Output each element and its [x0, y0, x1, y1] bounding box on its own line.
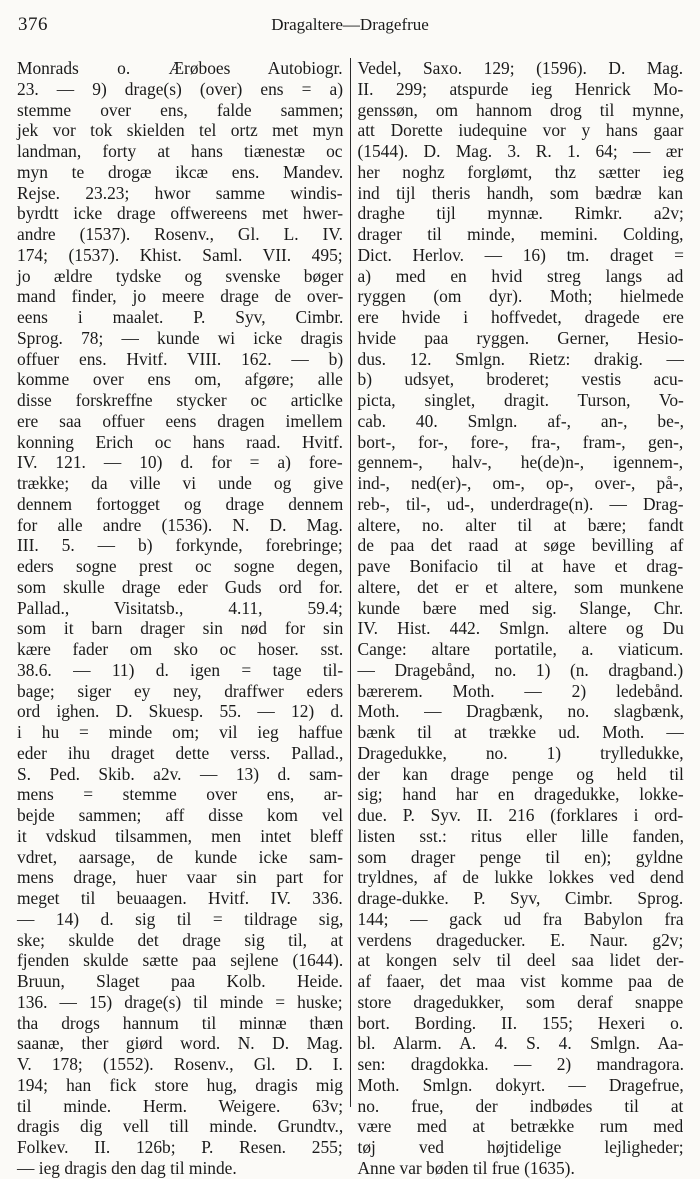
text-line: som drager penge til en); gyldne: [357, 846, 684, 867]
text-line: ord ighen. D. Skuesp. 55. — 12) d.: [17, 701, 344, 722]
running-head: Dragaltere—Dragefrue: [271, 15, 429, 34]
text-line: som it barn drager sin nød for sin: [17, 618, 344, 639]
text-line: att Dorette iudequine vor y hans gaar: [357, 120, 684, 141]
text-line: bl. Alarm. A. 4. S. 4. Smlgn. Aa-: [357, 1033, 684, 1054]
text-line: mand finder, jo meere drage de over-: [17, 286, 344, 307]
text-line: bage; siger ey ney, draffwer eders: [17, 680, 344, 701]
right-column: [351, 58, 684, 1178]
text-line: de paa det raad at søge bevilling af: [357, 535, 684, 556]
text-line: 144; — gack ud fra Babylon fra: [357, 908, 684, 929]
text-line: store dragedukker, som deraf snappe: [357, 991, 684, 1012]
text-line: verdens drageducker. E. Naur. g2v;: [357, 929, 684, 950]
text-line: ske; skulde det drage sig til, at: [17, 929, 344, 950]
text-line: genssøn, om hannom drog til mynne,: [357, 99, 684, 120]
text-line: listen sst.: ritus eller lille fanden,: [357, 825, 684, 846]
text-line: som skulle drage eder Guds ord for.: [17, 576, 343, 597]
text-line: tryldnes, af de lukke lokkes ved dend: [357, 867, 684, 888]
text-line: S. Ped. Skib. a2v. — 13) d. sam-: [17, 763, 343, 784]
text-line: ind-, ned(er)-, om-, op-, over-, på-,: [357, 473, 684, 493]
text-line: tøj ved højtidelige lejligheder;: [357, 1137, 684, 1157]
text-line: disse forskreffne stycker oc articlke: [17, 390, 343, 410]
text-line: 174; (1537). Khist. Saml. VII. 495;: [17, 244, 343, 265]
text-line: Moth. Smlgn. dokyrt. — Dragefrue,: [357, 1074, 684, 1095]
text-line: jek vor tok skielden tel ortz met myn: [17, 120, 344, 141]
text-line: draghe tijl mynnæ. Rimkr. a2v;: [357, 203, 684, 224]
text-line: Bruun, Slaget paa Kolb. Heide.: [17, 971, 343, 991]
page-number: 376: [18, 14, 48, 35]
text-line: Sprog. 78; — kunde wi icke dragis: [17, 327, 343, 348]
text-line: hvide paa ryggen. Gerner, Hesio-: [357, 327, 684, 348]
text-line: tha drogs hannum til minnæ thæn: [17, 1012, 344, 1033]
text-line: V. 178; (1552). Rosenv., Gl. D. I.: [17, 1054, 343, 1074]
text-line: mens drage, huer vaar sin part for: [17, 867, 344, 888]
text-line: 194; han fick store hug, dragis mig: [17, 1074, 343, 1095]
text-line: bejde sammen; aff disse kom vel: [17, 805, 344, 825]
text-line: at kongen selv til deel saa lidet der-: [357, 950, 684, 971]
text-line: eens i maalet. P. Syv, Cimbr.: [17, 307, 344, 327]
text-line: — ieg dragis den dag til minde.: [17, 1157, 237, 1178]
text-line: Vedel, Saxo. 129; (1596). D. Mag.: [357, 58, 684, 78]
text-line: offuer ens. Hvitf. VIII. 162. — b): [17, 348, 344, 369]
text-line: Dragedukke, no. 1) trylledukke,: [357, 742, 684, 763]
text-line: eder ihu draget dette verss. Pallad.,: [17, 742, 344, 763]
text-line: kære fader om sko oc hoser. sst.: [17, 639, 344, 659]
text-line: trække; da ville vi unde og give: [17, 473, 344, 493]
text-line: af faaer, det maa vist komme paa de: [357, 971, 684, 991]
text-line: være med at betrække rum med: [357, 1116, 684, 1137]
text-line: 38.6. — 11) d. igen = tage til-: [17, 659, 344, 680]
text-line: it vdskud tilsammen, men intet bleff: [17, 825, 343, 846]
text-line: a) med en hvid streg langs ad: [357, 265, 684, 286]
text-line: ere saa offuer eens dragen imellem: [17, 410, 343, 431]
text-line: IV. Hist. 442. Smlgn. altere og Du: [357, 618, 684, 639]
text-line: — 14) d. sig til = tildrage sig,: [17, 908, 344, 929]
text-line: Monrads o. Ærøboes Autobiogr.: [17, 58, 343, 78]
text-line: 136. — 15) drage(s) til minde = huske;: [17, 991, 343, 1012]
text-line: drage-dukke. P. Syv, Cimbr. Sprog.: [357, 888, 684, 908]
text-line: — Dragebånd, no. 1) (n. dragband.): [357, 659, 684, 680]
text-line: ere hvide i hoffvedet, dragede ere: [357, 307, 684, 327]
text-line: picta, singlet, dragit. Turson, Vo-: [357, 390, 684, 410]
text-columns: [17, 58, 684, 1178]
text-line: II. 299; atspurde ieg Henrick Mo-: [357, 78, 684, 99]
text-line: eders sogne prest oc sogne degen,: [17, 556, 343, 576]
text-line: til minde. Herm. Weigere. 63v;: [17, 1095, 344, 1116]
text-line: 23. — 9) drage(s) (over) ens = a): [17, 78, 344, 99]
text-line: stemme over ens, falde sammen;: [17, 99, 344, 120]
text-line: dragis dig vell till minde. Grundtv.,: [17, 1116, 344, 1137]
text-line: Pallad., Visitatsb., 4.11, 59.4;: [17, 597, 343, 618]
text-line: mens = stemme over ens, ar-: [17, 784, 343, 805]
text-line: Anne var bøden til frue (1635).: [357, 1157, 575, 1178]
text-line: der kan drage penge og held til: [357, 763, 684, 784]
text-line: meget til beuaagen. Hvitf. IV. 336.: [17, 888, 343, 908]
text-line: ind tijl theris handh, som bædræ kan: [357, 182, 684, 203]
text-line: dus. 12. Smlgn. Rietz: drakig. —: [357, 348, 684, 369]
text-line: III. 5. — b) forkynde, forebringe;: [17, 535, 343, 556]
text-line: sig; hand har en dragedukke, lokke-: [357, 784, 684, 805]
text-line: IV. 121. — 10) d. for = a) fore-: [17, 452, 343, 473]
text-line: byrdtt icke drage offwereens met hwer-: [17, 203, 344, 224]
text-line: her noghz forglømt, thz sætter ieg: [357, 161, 684, 182]
text-line: i hu = minde om; vil ieg haffue: [17, 722, 343, 742]
text-line: sen: dragdokka. — 2) mandragora.: [357, 1054, 684, 1074]
text-line: drager til minde, memini. Colding,: [357, 224, 684, 244]
left-column: [17, 58, 350, 1178]
text-line: bærerem. Moth. — 2) ledebånd.: [357, 680, 684, 701]
text-line: (1544). D. Mag. 3. R. 1. 64; — ær: [357, 141, 684, 161]
text-line: due. P. Syv. II. 216 (forklares i ord-: [357, 805, 684, 825]
text-line: reb-, til-, ud-, underdrage(n). — Drag-: [357, 493, 684, 514]
text-line: b) udsyet, broderet; vestis acu-: [357, 369, 684, 390]
text-line: gennem-, halv-, he(de)n-, igennem-,: [357, 452, 684, 473]
text-line: Rejse. 23.23; hwor samme windis-: [17, 182, 343, 203]
text-line: altere, no. alter til at bære; fandt: [357, 514, 684, 535]
text-line: altere, det er et altere, som munkene: [357, 576, 684, 597]
page-header: [18, 12, 682, 38]
text-line: pave Bonifacio til at have et drag-: [357, 556, 684, 576]
text-line: Moth. — Dragbænk, no. slagbænk,: [357, 701, 684, 722]
text-line: andre (1537). Rosenv., Gl. L. IV.: [17, 224, 343, 244]
text-line: vdret, aarsage, de kunde icke sam-: [17, 846, 343, 867]
text-line: bænk til at trække ud. Moth. —: [357, 722, 684, 742]
text-line: myn te drogæ ikcæ ens. Mandev.: [17, 161, 344, 182]
text-line: komme over ens om, afgøre; alle: [17, 369, 343, 390]
text-line: saanæ, ther giørd word. N. D. Mag.: [17, 1033, 343, 1054]
text-line: kunde bære med sig. Slange, Chr.: [357, 597, 684, 618]
text-line: konning Erich oc hans raad. Hvitf.: [17, 431, 344, 452]
text-line: Cange: altare portatile, a. viaticum.: [357, 639, 684, 659]
text-line: dennem fortogget og drage dennem: [17, 493, 344, 514]
text-line: no. frue, der indbødes til at: [357, 1095, 684, 1116]
text-line: bort. Bording. II. 155; Hexeri o.: [357, 1012, 684, 1033]
text-line: Dict. Herlov. — 16) tm. draget =: [357, 244, 684, 265]
text-line: ryggen (om dyr). Moth; hielmede: [357, 286, 684, 307]
text-line: jo ældre tydske og svenske bøger: [17, 265, 344, 286]
text-line: for alle andre (1536). N. D. Mag.: [17, 514, 343, 535]
text-line: fjenden skulde sætte paa sejlene (1644).: [17, 950, 344, 971]
text-line: landman, forty at hans tiænestæ oc: [17, 141, 343, 161]
text-line: Folkev. II. 126b; P. Resen. 255;: [17, 1137, 343, 1157]
text-line: cab. 40. Smlgn. af-, an-, be-,: [357, 410, 684, 431]
text-line: bort-, for-, fore-, fra-, fram-, gen-,: [357, 431, 684, 452]
